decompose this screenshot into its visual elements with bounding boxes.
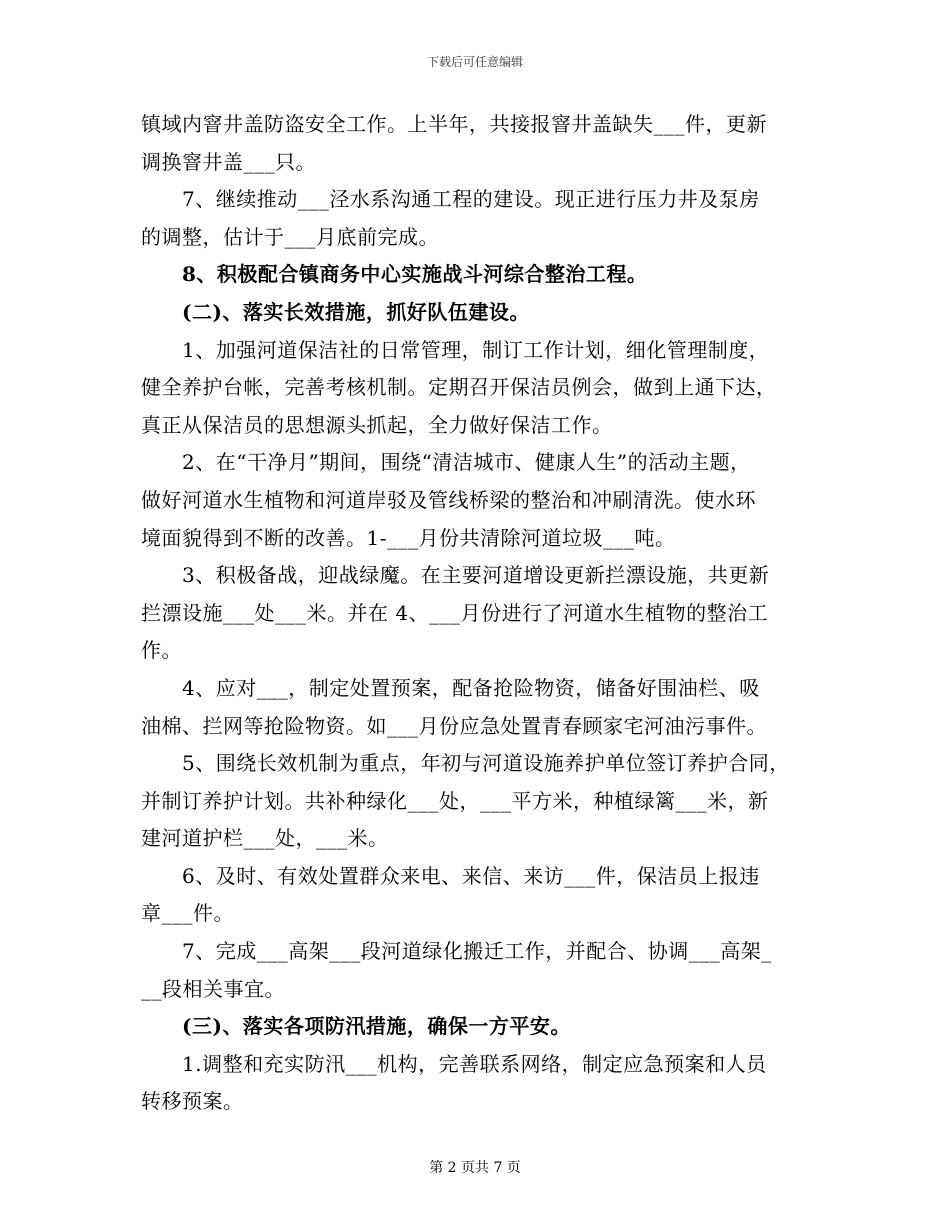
- paragraph: [141, 933, 813, 1008]
- section-heading: [141, 294, 813, 332]
- text-line: 1、加强河道保洁社的日常管理，制订工作计划，细化管理制度，: [141, 337, 770, 362]
- section-heading: [141, 256, 813, 294]
- paragraph: [141, 557, 813, 670]
- text-line: 2、在“干净月”期间，围绕“清洁城市、健康人生”的活动主题，: [141, 450, 751, 475]
- paragraph: [141, 181, 813, 256]
- document-body: [141, 106, 813, 1121]
- page-footer: 第 2 页共 7 页: [429, 1160, 521, 1176]
- text-line: 油棉、拦网等抢险物资。如___月份应急处置青春顾家宅河油污事件。: [141, 713, 767, 738]
- text-line: 作。: [141, 638, 182, 663]
- text-line: 章___件。: [141, 901, 234, 926]
- text-line: 7、继续推动___泾水系沟通工程的建设。现正进行压力井及泵房: [141, 187, 760, 212]
- text-line: (二)、落实长效措施，抓好队伍建设。: [141, 299, 530, 324]
- text-line: 3、积极备战，迎战绿魔。在主要河道增设更新拦漂设施，共更新: [141, 563, 770, 588]
- text-line: 5、围绕长效机制为重点，年初与河道设施养护单位签订养护合同，: [141, 751, 790, 776]
- text-line: 调换窨井盖___只。: [141, 149, 316, 174]
- text-line: 7、完成___高架___段河道绿化搬迁工作，并配合、协调___高架_: [141, 939, 772, 964]
- text-line: 境面貌得到不断的改善。1-___月份共清除河道垃圾___吨。: [141, 525, 676, 550]
- text-line: 1.调整和充实防汛___机构，完善联系网络，制定应急预案和人员: [141, 1051, 767, 1076]
- paragraph: [141, 670, 813, 745]
- page-header: 下载后可任意编辑: [426, 55, 523, 69]
- paragraph: [141, 858, 813, 933]
- text-line: 镇域内窨井盖防盗安全工作。上半年，共接报窨井盖缺失___件，更新: [141, 112, 767, 136]
- text-line: (三)、落实各项防汛措施，确保一方平安。: [141, 1014, 571, 1039]
- paragraph: [141, 1046, 813, 1121]
- text-line: 4、应对___，制定处置预案，配备抢险物资，储备好围油栏、吸: [141, 675, 760, 700]
- text-line: 做好河道水生植物和河道岸驳及管线桥梁的整治和冲刷清洗。使水环: [141, 487, 756, 512]
- text-line: 6、及时、有效处置群众来电、来信、来访___件，保洁员上报违: [141, 863, 760, 888]
- text-line: __段相关事宜。: [141, 976, 285, 1001]
- text-line: 拦漂设施___处___米。并在 4、___月份进行了河道水生植物的整治工: [141, 600, 769, 625]
- text-line: 建河道护栏___处，___米。: [141, 826, 389, 851]
- text-line: 8、积极配合镇商务中心实施战斗河综合整治工程。: [141, 262, 648, 287]
- paragraph: [141, 444, 813, 557]
- text-line: 并制订养护计划。共补种绿化___处，___平方米，种植绿篱___米，新: [141, 788, 769, 813]
- paragraph: [141, 332, 813, 445]
- text-line: 真正从保洁员的思想源头抓起，全力做好保洁工作。: [141, 412, 613, 437]
- paragraph: [141, 745, 813, 858]
- text-line: 健全养护台帐，完善考核机制。定期召开保洁员例会，做到上通下达，: [141, 375, 777, 400]
- text-line: 的调整，估计于___月底前完成。: [141, 224, 439, 249]
- text-line: 转移预案。: [141, 1089, 244, 1114]
- section-heading: [141, 1008, 813, 1046]
- paragraph: [141, 106, 813, 181]
